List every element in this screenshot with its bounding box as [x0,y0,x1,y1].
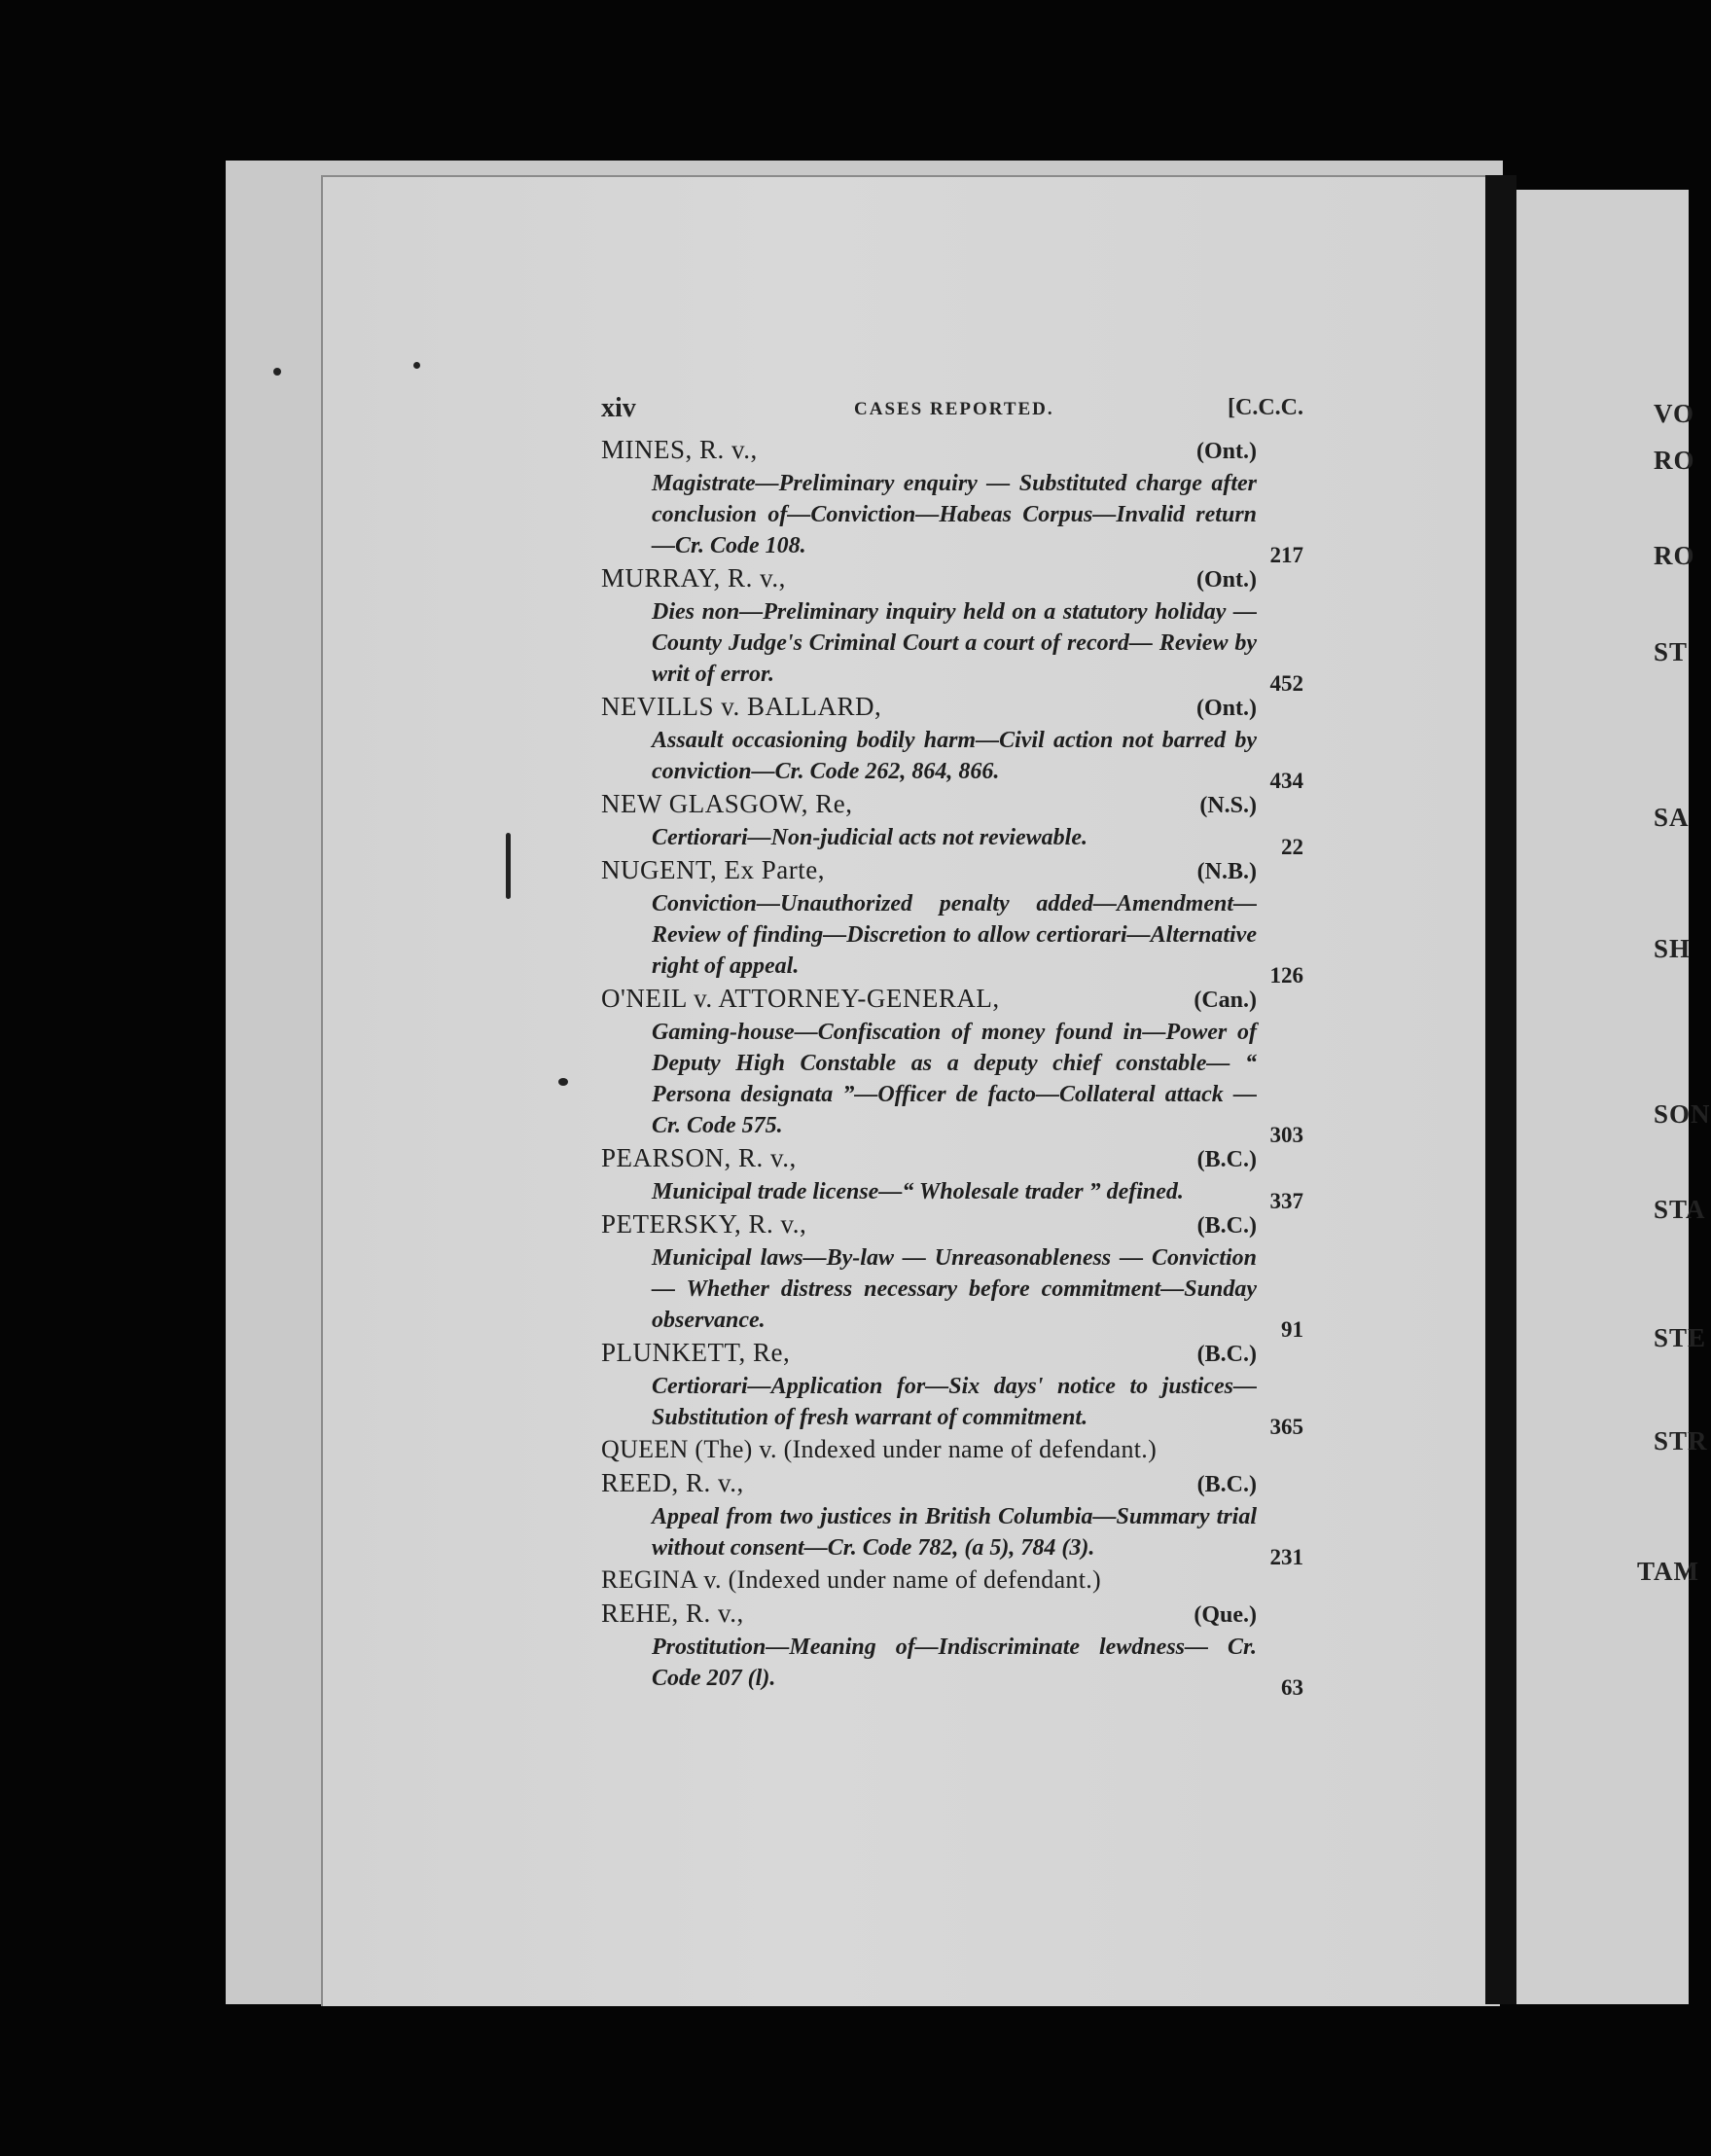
case-summary: Dies non—Preliminary inquiry held on a statutory holiday —County Judge's Criminal Court a court of record— Review by writ of error. [652,599,1257,687]
case-name: NUGENT, Ex Parte, [601,855,825,884]
right-page-fragment: VO [1654,399,1694,428]
index-note [601,1433,1303,1466]
case-entry [601,561,1303,696]
case-province: (N.S.) [1199,793,1257,818]
right-page-fragment: ST [1654,637,1689,666]
case-province: (N.B.) [1196,859,1257,884]
case-province: (B.C.) [1196,1147,1257,1172]
case-name: PEARSON, R. v., [601,1143,797,1172]
case-page-number: 22 [1281,835,1303,859]
case-province: (Can.) [1194,988,1257,1013]
index-note [601,1563,1303,1597]
case-entry [601,433,1303,567]
case-entry [601,690,1303,793]
series-marker: [C.C.C. [1228,395,1303,420]
case-page-number: 337 [1269,1189,1303,1213]
case-page-number: 365 [1269,1415,1303,1439]
case-page-number: 217 [1269,543,1303,567]
case-summary: Magistrate—Preliminary enquiry — Substituted charge after conclusion of—Conviction—Habeas Corpus—Invalid return—Cr. Code 108. [652,471,1257,558]
case-entry [601,787,1303,859]
case-entry [601,1207,1303,1342]
right-page-fragment: STR [1654,1426,1708,1455]
right-page-fragment: TAM [1637,1557,1699,1586]
page-speck [558,1078,568,1086]
case-summary: Appeal from two justices in British Columbia—Summary trial without consent—Cr. Code 782, (a 5), 784 (3). [652,1504,1257,1561]
case-province: (Ont.) [1196,696,1257,721]
case-name: PLUNKETT, Re, [601,1338,791,1367]
case-page-number: 231 [1269,1545,1303,1569]
right-page-fragment: STE [1654,1323,1707,1352]
case-page-number: 63 [1281,1675,1303,1700]
case-summary: Assault occasioning bodily harm—Civil action not barred by conviction—Cr. Code 262, 864, 866. [652,728,1257,784]
book-spine [1485,175,1516,2004]
case-name: MURRAY, R. v., [601,563,786,593]
case-name: REED, R. v., [601,1468,744,1497]
page-header [601,393,1303,432]
case-summary: Certiorari—Application for—Six days' notice to justices— Substitution of fresh warrant of commitment. [652,1374,1257,1430]
case-name: PETERSKY, R. v., [601,1209,807,1239]
page-speck [413,362,420,369]
case-entry [601,1141,1303,1213]
index-note-text: QUEEN (The) v. (Indexed under name of defendant.) [601,1435,1158,1463]
case-summary: Conviction—Unauthorized penalty added—Amendment— Review of finding—Discretion to allow certiorari—Alternative right of appeal. [652,891,1257,979]
right-page-fragment: SON [1654,1099,1711,1129]
case-summary: Prostitution—Meaning of—Indiscriminate lewdness— Cr. Code 207 (l). [652,1635,1257,1691]
page-mark [506,833,511,899]
case-name: NEW GLASGOW, Re, [601,789,853,818]
page-title: CASES REPORTED. [854,399,1054,419]
case-province: (B.C.) [1196,1213,1257,1239]
index-note-text: REGINA v. (Indexed under name of defendant.) [601,1565,1102,1594]
case-province: (Que.) [1194,1602,1257,1628]
case-entry [601,1336,1303,1439]
right-page-fragment: SA [1654,803,1690,832]
right-page-fragment: STA [1654,1195,1706,1224]
case-entry [601,1597,1303,1700]
case-province: (B.C.) [1196,1472,1257,1497]
case-page-number: 434 [1269,769,1303,793]
case-name: MINES, R. v., [601,435,758,464]
case-entry [601,982,1303,1147]
case-page-number: 303 [1269,1123,1303,1147]
case-name: REHE, R. v., [601,1599,744,1628]
case-entry [601,1466,1303,1569]
case-province: (Ont.) [1196,567,1257,593]
case-name: NEVILLS v. BALLARD, [601,692,882,721]
right-page-fragment: SH [1654,934,1692,963]
case-name: O'NEIL v. ATTORNEY-GENERAL, [601,984,1000,1013]
case-page-number: 452 [1269,671,1303,696]
cases-list [601,433,1303,1700]
case-summary: Certiorari—Non-judicial acts not reviewable. [652,825,1087,850]
case-entry [601,853,1303,988]
case-summary: Municipal trade license—“ Wholesale trader ” defined. [652,1179,1184,1204]
right-page-fragment: RO [1654,446,1695,475]
case-page-number: 91 [1281,1317,1303,1342]
case-province: (Ont.) [1196,439,1257,464]
case-summary: Gaming-house—Confiscation of money found in—Power of Deputy High Constable as a deputy chief constable— “ Persona designata ”—Officer de facto—Collateral attack —Cr. Code 575. [652,1020,1257,1138]
case-summary: Municipal laws—By-law — Unreasonableness — Conviction— Whether distress necessary before commitment—Sunday observance. [652,1245,1257,1333]
right-page-fragment: RO [1654,541,1695,570]
case-page-number: 126 [1269,963,1303,988]
page-speck [273,368,281,376]
page-folio: xiv [601,393,636,423]
case-province: (B.C.) [1196,1342,1257,1367]
